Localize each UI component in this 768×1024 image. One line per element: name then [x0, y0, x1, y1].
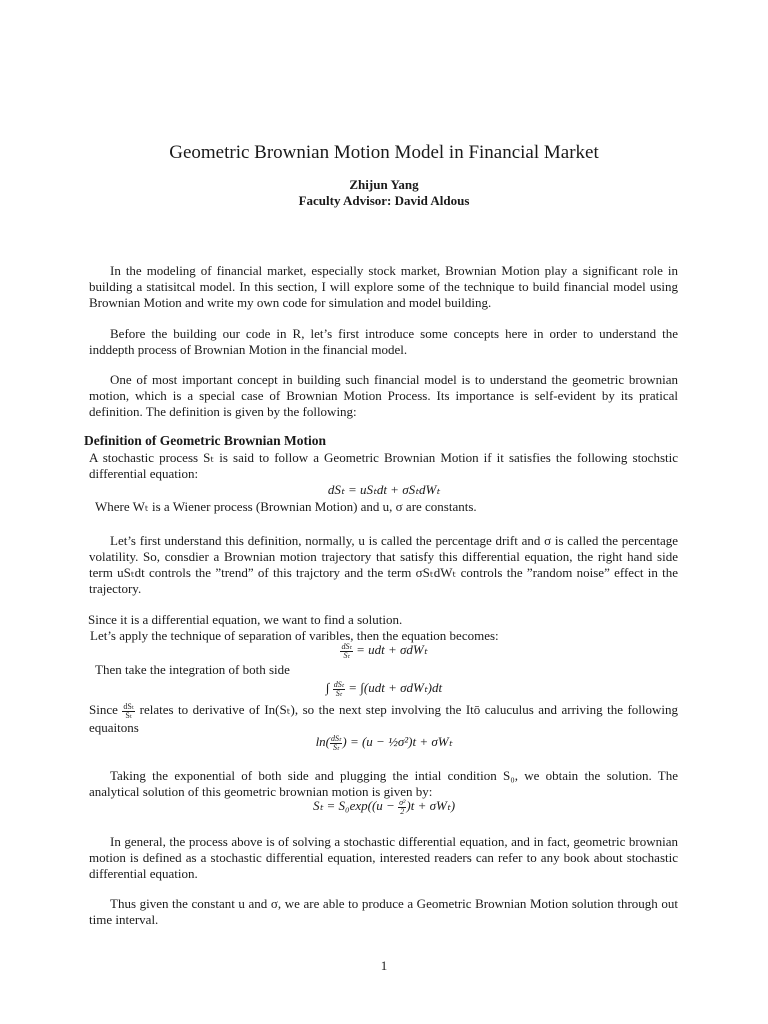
integration-text: Then take the integration of both side: [95, 662, 290, 677]
fraction-inline: [122, 703, 135, 720]
taking-paragraph: Taking the exponential of both side and plugging the intial condition S₀, we obtain the solution. The analytical solution of this geometric brownian motion is given by:: [89, 768, 678, 799]
frac-numerator: dSₜ: [333, 679, 345, 689]
before-paragraph: Before the building our code in R, let’s first introduce some concepts here in order to understand the inddepth process of Brownian Motion in the financial model.: [89, 326, 678, 357]
frac-denominator: Sₜ: [335, 688, 343, 698]
frac-numerator: dSₜ: [331, 733, 342, 743]
general-paragraph: In general, the process above is of solving a stochastic differential equation, and in fact, geometric brownian motion is defined as a stochastic differential equation, interested readers can refer to any book about stochastic differential equation.: [89, 834, 678, 881]
frac-denominator: Sₜ: [125, 710, 133, 720]
understand-paragraph: Let’s first understand this definition, normally, u is called the percentage drift and σ is called the percentage volatility. So, consdier a Brownian motion trajectory that satisfy this differential equation, the right hand side term uSₜdt controls the ”trend” of this trajctory and the term σSₜdWₜ controls the ”random noise” effect in the trajectory.: [89, 533, 678, 596]
definition-text: A stochastic process Sₜ is said to follow a Geometric Brownian Motion if it satisfies the following stochstic differential equation:: [89, 450, 678, 481]
apply-text: Let’s apply the technique of separation of varibles, then the equation becomes:: [90, 628, 499, 643]
sde-equation: dSₜ = uSₜdt + σSₜdWₜ: [327, 482, 441, 497]
thus-paragraph: Thus given the constant u and σ, we are able to produce a Geometric Brownian Motion solution through out time interval.: [89, 896, 678, 927]
frac-numerator: dSₜ: [123, 701, 135, 711]
solution-rhs: )t + σWₜ): [406, 798, 456, 813]
author-name: Zhijun Yang: [349, 177, 419, 192]
frac-denominator: Sₜ: [343, 650, 350, 660]
paper-title: Geometric Brownian Motion Model in Financial Market: [169, 142, 599, 163]
frac-denominator: 2: [400, 806, 405, 816]
log-lhs: ln(: [315, 734, 331, 749]
relates-text: relates to derivative of In(Sₜ), so the next step involving the Itō caluculus and arriving the following equaitons: [89, 702, 679, 735]
separation-equation: [0, 642, 768, 660]
intro-paragraph: In the modeling of financial market, especially stock market, Brownian Motion play a significant role in building a statisitcal model. In this section, I will explore some of the technique to build financial model using Brownian Motion and write my own code for simulation and model building.: [89, 263, 678, 310]
since-de-text: Since it is a differential equation, we want to find a solution.: [88, 612, 403, 627]
frac-numerator: σ²: [399, 797, 406, 807]
integral-equation: [0, 680, 768, 698]
frac-numerator: dSₜ: [341, 641, 352, 651]
log-equation: [0, 734, 768, 752]
integral-rhs: = ∫(udt + σdWₜ)dt: [348, 680, 443, 695]
fraction-dst-st: [340, 643, 352, 660]
since-word: Since: [89, 702, 118, 717]
faculty-advisor: Faculty Advisor: David Aldous: [298, 193, 470, 208]
frac-denominator: Sₜ: [333, 742, 340, 752]
solution-lhs: Sₜ = S₀exp((u −: [312, 798, 395, 813]
page-number: 1: [380, 958, 388, 973]
integral-sign: ∫: [325, 680, 330, 695]
fraction-log: [330, 735, 342, 752]
log-rhs: ) = (u − ½σ²)t + σWₜ: [342, 734, 453, 749]
where-text: Where Wₜ is a Wiener process (Brownian Motion) and u, σ are constants.: [95, 499, 477, 514]
section-heading: Definition of Geometric Brownian Motion: [84, 433, 326, 448]
separation-rhs: = udt + σdWₜ: [356, 642, 428, 657]
fraction-dst-st-2: [333, 681, 345, 698]
importance-paragraph: One of most important concept in building such financial model is to understand the geometric brownian motion, which is a special case of Brownian Motion Process. Its importance is self-evident by its pratical definition. The definition is given by the following:: [89, 372, 678, 419]
solution-equation: [0, 798, 768, 816]
since-relates-text: [89, 702, 678, 736]
